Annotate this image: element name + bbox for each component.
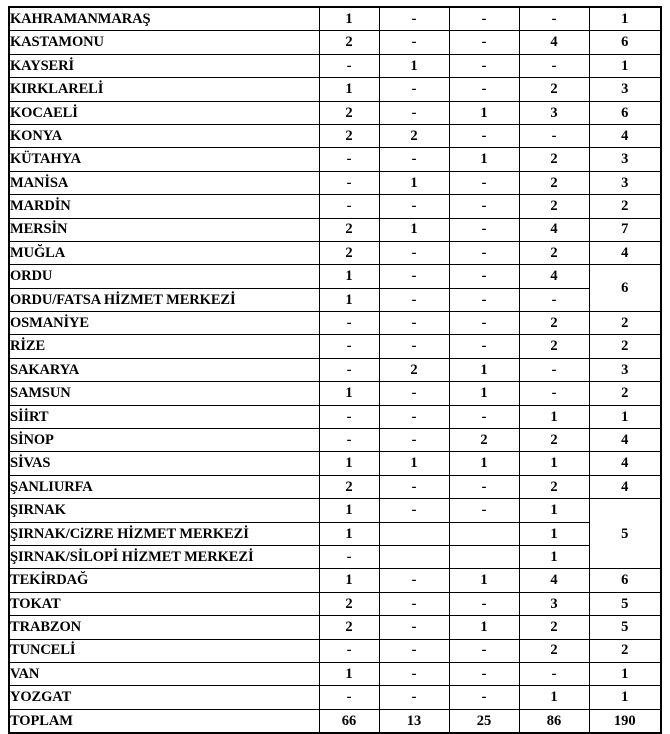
table-row (9, 195, 661, 218)
row-label: OSMANİYE (9, 312, 319, 335)
row-label: KAHRAMANMARAŞ (9, 7, 319, 31)
table-row (9, 569, 661, 592)
cell-col2: - (379, 429, 449, 452)
cell-col1: - (319, 195, 379, 218)
cell-total: 6 (589, 569, 661, 592)
cell-col2: - (379, 288, 449, 311)
table-row (9, 31, 661, 54)
cell-col3 (449, 545, 519, 568)
table-row (9, 124, 661, 147)
cell-col4: - (519, 124, 589, 147)
cell-col4: - (519, 288, 589, 311)
cell-col1: - (319, 312, 379, 335)
table-row (9, 265, 661, 288)
row-label: SİNOP (9, 429, 319, 452)
row-label: VAN (9, 662, 319, 685)
cell-col2: - (379, 241, 449, 264)
cell-total: 190 (589, 709, 661, 733)
cell-col2: 1 (379, 452, 449, 475)
row-label: SİVAS (9, 452, 319, 475)
cell-total: 3 (589, 358, 661, 381)
cell-col3: - (449, 7, 519, 31)
table-row (9, 382, 661, 405)
row-label: ŞANLIURFA (9, 475, 319, 498)
cell-col2: - (379, 101, 449, 124)
cell-col2: - (379, 312, 449, 335)
cell-col3 (449, 522, 519, 545)
cell-total: 2 (589, 195, 661, 218)
row-label: TOPLAM (9, 709, 319, 733)
table-row (9, 452, 661, 475)
row-label: KASTAMONU (9, 31, 319, 54)
cell-total: 5 (589, 616, 661, 639)
cell-total: 4 (589, 429, 661, 452)
cell-col3: 1 (449, 616, 519, 639)
cell-col2: 13 (379, 709, 449, 733)
cell-col2: - (379, 405, 449, 428)
cell-col4: 1 (519, 686, 589, 709)
row-label: YOZGAT (9, 686, 319, 709)
cell-col1: 2 (319, 475, 379, 498)
cell-total: 2 (589, 382, 661, 405)
cell-col4: 2 (519, 312, 589, 335)
cell-col1: - (319, 358, 379, 381)
cell-col1: 1 (319, 78, 379, 101)
table-row (9, 662, 661, 685)
cell-col3: - (449, 592, 519, 615)
cell-col3: 2 (449, 429, 519, 452)
cell-col4: 2 (519, 241, 589, 264)
cell-col3: 1 (449, 452, 519, 475)
cell-total: 3 (589, 171, 661, 194)
cell-col3: - (449, 475, 519, 498)
cell-col2: - (379, 78, 449, 101)
cell-col1: 2 (319, 616, 379, 639)
cell-col4: 4 (519, 31, 589, 54)
cell-total: 6 (589, 265, 661, 312)
table-row (9, 639, 661, 662)
cell-col4: 2 (519, 429, 589, 452)
cell-col1: - (319, 148, 379, 171)
cell-col1: 2 (319, 592, 379, 615)
cell-col4: - (519, 662, 589, 685)
cell-col1: - (319, 429, 379, 452)
cell-col3: - (449, 195, 519, 218)
cell-col3: - (449, 78, 519, 101)
cell-total: 1 (589, 686, 661, 709)
cell-total: 2 (589, 639, 661, 662)
cell-col3: - (449, 405, 519, 428)
cell-col4: 1 (519, 405, 589, 428)
cell-col3: - (449, 265, 519, 288)
cell-col2: - (379, 382, 449, 405)
cell-col2: 2 (379, 358, 449, 381)
cell-col3: 1 (449, 382, 519, 405)
cell-total: 3 (589, 78, 661, 101)
cell-col3: - (449, 335, 519, 358)
row-label: ŞIRNAK/SİLOPİ HİZMET MERKEZİ (9, 545, 319, 568)
table-row (9, 545, 661, 568)
cell-col2: 1 (379, 218, 449, 241)
cell-col4: 4 (519, 569, 589, 592)
cell-col4: 1 (519, 499, 589, 522)
row-label: TUNCELİ (9, 639, 319, 662)
table-row-total (9, 709, 661, 733)
cell-total: 4 (589, 452, 661, 475)
cell-col4: 2 (519, 78, 589, 101)
cell-total: 6 (589, 101, 661, 124)
table-row (9, 522, 661, 545)
cell-col2: - (379, 592, 449, 615)
cell-col4: - (519, 358, 589, 381)
cell-col2 (379, 545, 449, 568)
cell-col1: 2 (319, 218, 379, 241)
table-row (9, 686, 661, 709)
cell-col1: 1 (319, 452, 379, 475)
row-label: KONYA (9, 124, 319, 147)
cell-col1: 1 (319, 382, 379, 405)
cell-col1: - (319, 335, 379, 358)
cell-col1: 2 (319, 101, 379, 124)
cell-col1: 2 (319, 31, 379, 54)
cell-col3: - (449, 54, 519, 77)
table-row (9, 78, 661, 101)
cell-total: 1 (589, 7, 661, 31)
cell-col4: 2 (519, 195, 589, 218)
row-label: ŞIRNAK/CiZRE HİZMET MERKEZİ (9, 522, 319, 545)
cell-col3: - (449, 639, 519, 662)
cell-col2: - (379, 686, 449, 709)
table-row (9, 499, 661, 522)
cell-col1: - (319, 405, 379, 428)
cell-col4: 1 (519, 545, 589, 568)
cell-col1: 1 (319, 7, 379, 31)
cell-col1: 1 (319, 265, 379, 288)
cell-col3: - (449, 288, 519, 311)
statistics-table (8, 6, 662, 734)
cell-col1: 2 (319, 241, 379, 264)
row-label: ŞIRNAK (9, 499, 319, 522)
table-body (9, 7, 661, 733)
cell-col2: - (379, 639, 449, 662)
table-row (9, 54, 661, 77)
cell-total: 4 (589, 124, 661, 147)
table-row (9, 241, 661, 264)
row-label: TRABZON (9, 616, 319, 639)
cell-col2: - (379, 7, 449, 31)
row-label: ORDU (9, 265, 319, 288)
cell-total: 7 (589, 218, 661, 241)
table-row (9, 288, 661, 311)
cell-col3: - (449, 218, 519, 241)
cell-col3: 1 (449, 569, 519, 592)
row-label: ORDU/FATSA HİZMET MERKEZİ (9, 288, 319, 311)
cell-col2: - (379, 265, 449, 288)
cell-col1: - (319, 54, 379, 77)
table-row (9, 616, 661, 639)
cell-total: 3 (589, 148, 661, 171)
cell-total: 1 (589, 662, 661, 685)
row-label: SİİRT (9, 405, 319, 428)
cell-total: 5 (589, 592, 661, 615)
cell-col4: 2 (519, 616, 589, 639)
row-label: MANİSA (9, 171, 319, 194)
table-row (9, 171, 661, 194)
table-row (9, 429, 661, 452)
cell-total: 4 (589, 241, 661, 264)
cell-col3: - (449, 124, 519, 147)
cell-col2: - (379, 335, 449, 358)
cell-col4: 3 (519, 592, 589, 615)
cell-col3: 25 (449, 709, 519, 733)
cell-col4: 2 (519, 639, 589, 662)
cell-col2: - (379, 499, 449, 522)
cell-col3: - (449, 499, 519, 522)
cell-total: 6 (589, 31, 661, 54)
row-label: RİZE (9, 335, 319, 358)
cell-col4: 4 (519, 218, 589, 241)
cell-col2: - (379, 616, 449, 639)
cell-col1: 1 (319, 569, 379, 592)
cell-col3: 1 (449, 101, 519, 124)
cell-col4: - (519, 54, 589, 77)
table-row (9, 358, 661, 381)
cell-col4: 1 (519, 452, 589, 475)
cell-col3: 1 (449, 148, 519, 171)
cell-col3: - (449, 312, 519, 335)
row-label: KOCAELİ (9, 101, 319, 124)
row-label: TOKAT (9, 592, 319, 615)
cell-col1: 1 (319, 499, 379, 522)
cell-col2 (379, 522, 449, 545)
row-label: KAYSERİ (9, 54, 319, 77)
row-label: MARDİN (9, 195, 319, 218)
cell-col2: - (379, 148, 449, 171)
cell-col1: 2 (319, 124, 379, 147)
row-label: SAMSUN (9, 382, 319, 405)
cell-col4: 2 (519, 171, 589, 194)
table-row (9, 101, 661, 124)
table-row (9, 335, 661, 358)
row-label: MERSİN (9, 218, 319, 241)
cell-col2: 1 (379, 54, 449, 77)
cell-col1: 1 (319, 522, 379, 545)
row-label: KÜTAHYA (9, 148, 319, 171)
cell-col4: 1 (519, 522, 589, 545)
cell-col3: - (449, 241, 519, 264)
cell-col4: 2 (519, 335, 589, 358)
cell-col2: - (379, 475, 449, 498)
table-row (9, 405, 661, 428)
cell-col1: - (319, 171, 379, 194)
row-label: TEKİRDAĞ (9, 569, 319, 592)
table-row (9, 592, 661, 615)
cell-col3: 1 (449, 358, 519, 381)
cell-col1: - (319, 639, 379, 662)
cell-col3: - (449, 686, 519, 709)
cell-col1: 66 (319, 709, 379, 733)
cell-col4: - (519, 7, 589, 31)
cell-col4: 4 (519, 265, 589, 288)
statistics-table-container (8, 6, 660, 734)
cell-col3: - (449, 662, 519, 685)
cell-col4: 3 (519, 101, 589, 124)
table-row (9, 312, 661, 335)
cell-total: 2 (589, 312, 661, 335)
cell-col2: 1 (379, 171, 449, 194)
cell-col3: - (449, 31, 519, 54)
cell-col2: - (379, 195, 449, 218)
cell-total: 1 (589, 54, 661, 77)
cell-col2: - (379, 662, 449, 685)
cell-col1: - (319, 686, 379, 709)
cell-col4: 2 (519, 148, 589, 171)
cell-col2: 2 (379, 124, 449, 147)
table-row (9, 148, 661, 171)
cell-col1: 1 (319, 288, 379, 311)
cell-col2: - (379, 569, 449, 592)
cell-col4: 2 (519, 475, 589, 498)
cell-total: 2 (589, 335, 661, 358)
cell-total: 1 (589, 405, 661, 428)
table-row (9, 218, 661, 241)
cell-total: 5 (589, 499, 661, 569)
row-label: SAKARYA (9, 358, 319, 381)
cell-col1: 1 (319, 662, 379, 685)
cell-col3: - (449, 171, 519, 194)
cell-col4: - (519, 382, 589, 405)
table-row (9, 7, 661, 31)
cell-col1: - (319, 545, 379, 568)
row-label: MUĞLA (9, 241, 319, 264)
cell-total: 4 (589, 475, 661, 498)
cell-col2: - (379, 31, 449, 54)
table-row (9, 475, 661, 498)
row-label: KIRKLARELİ (9, 78, 319, 101)
cell-col4: 86 (519, 709, 589, 733)
